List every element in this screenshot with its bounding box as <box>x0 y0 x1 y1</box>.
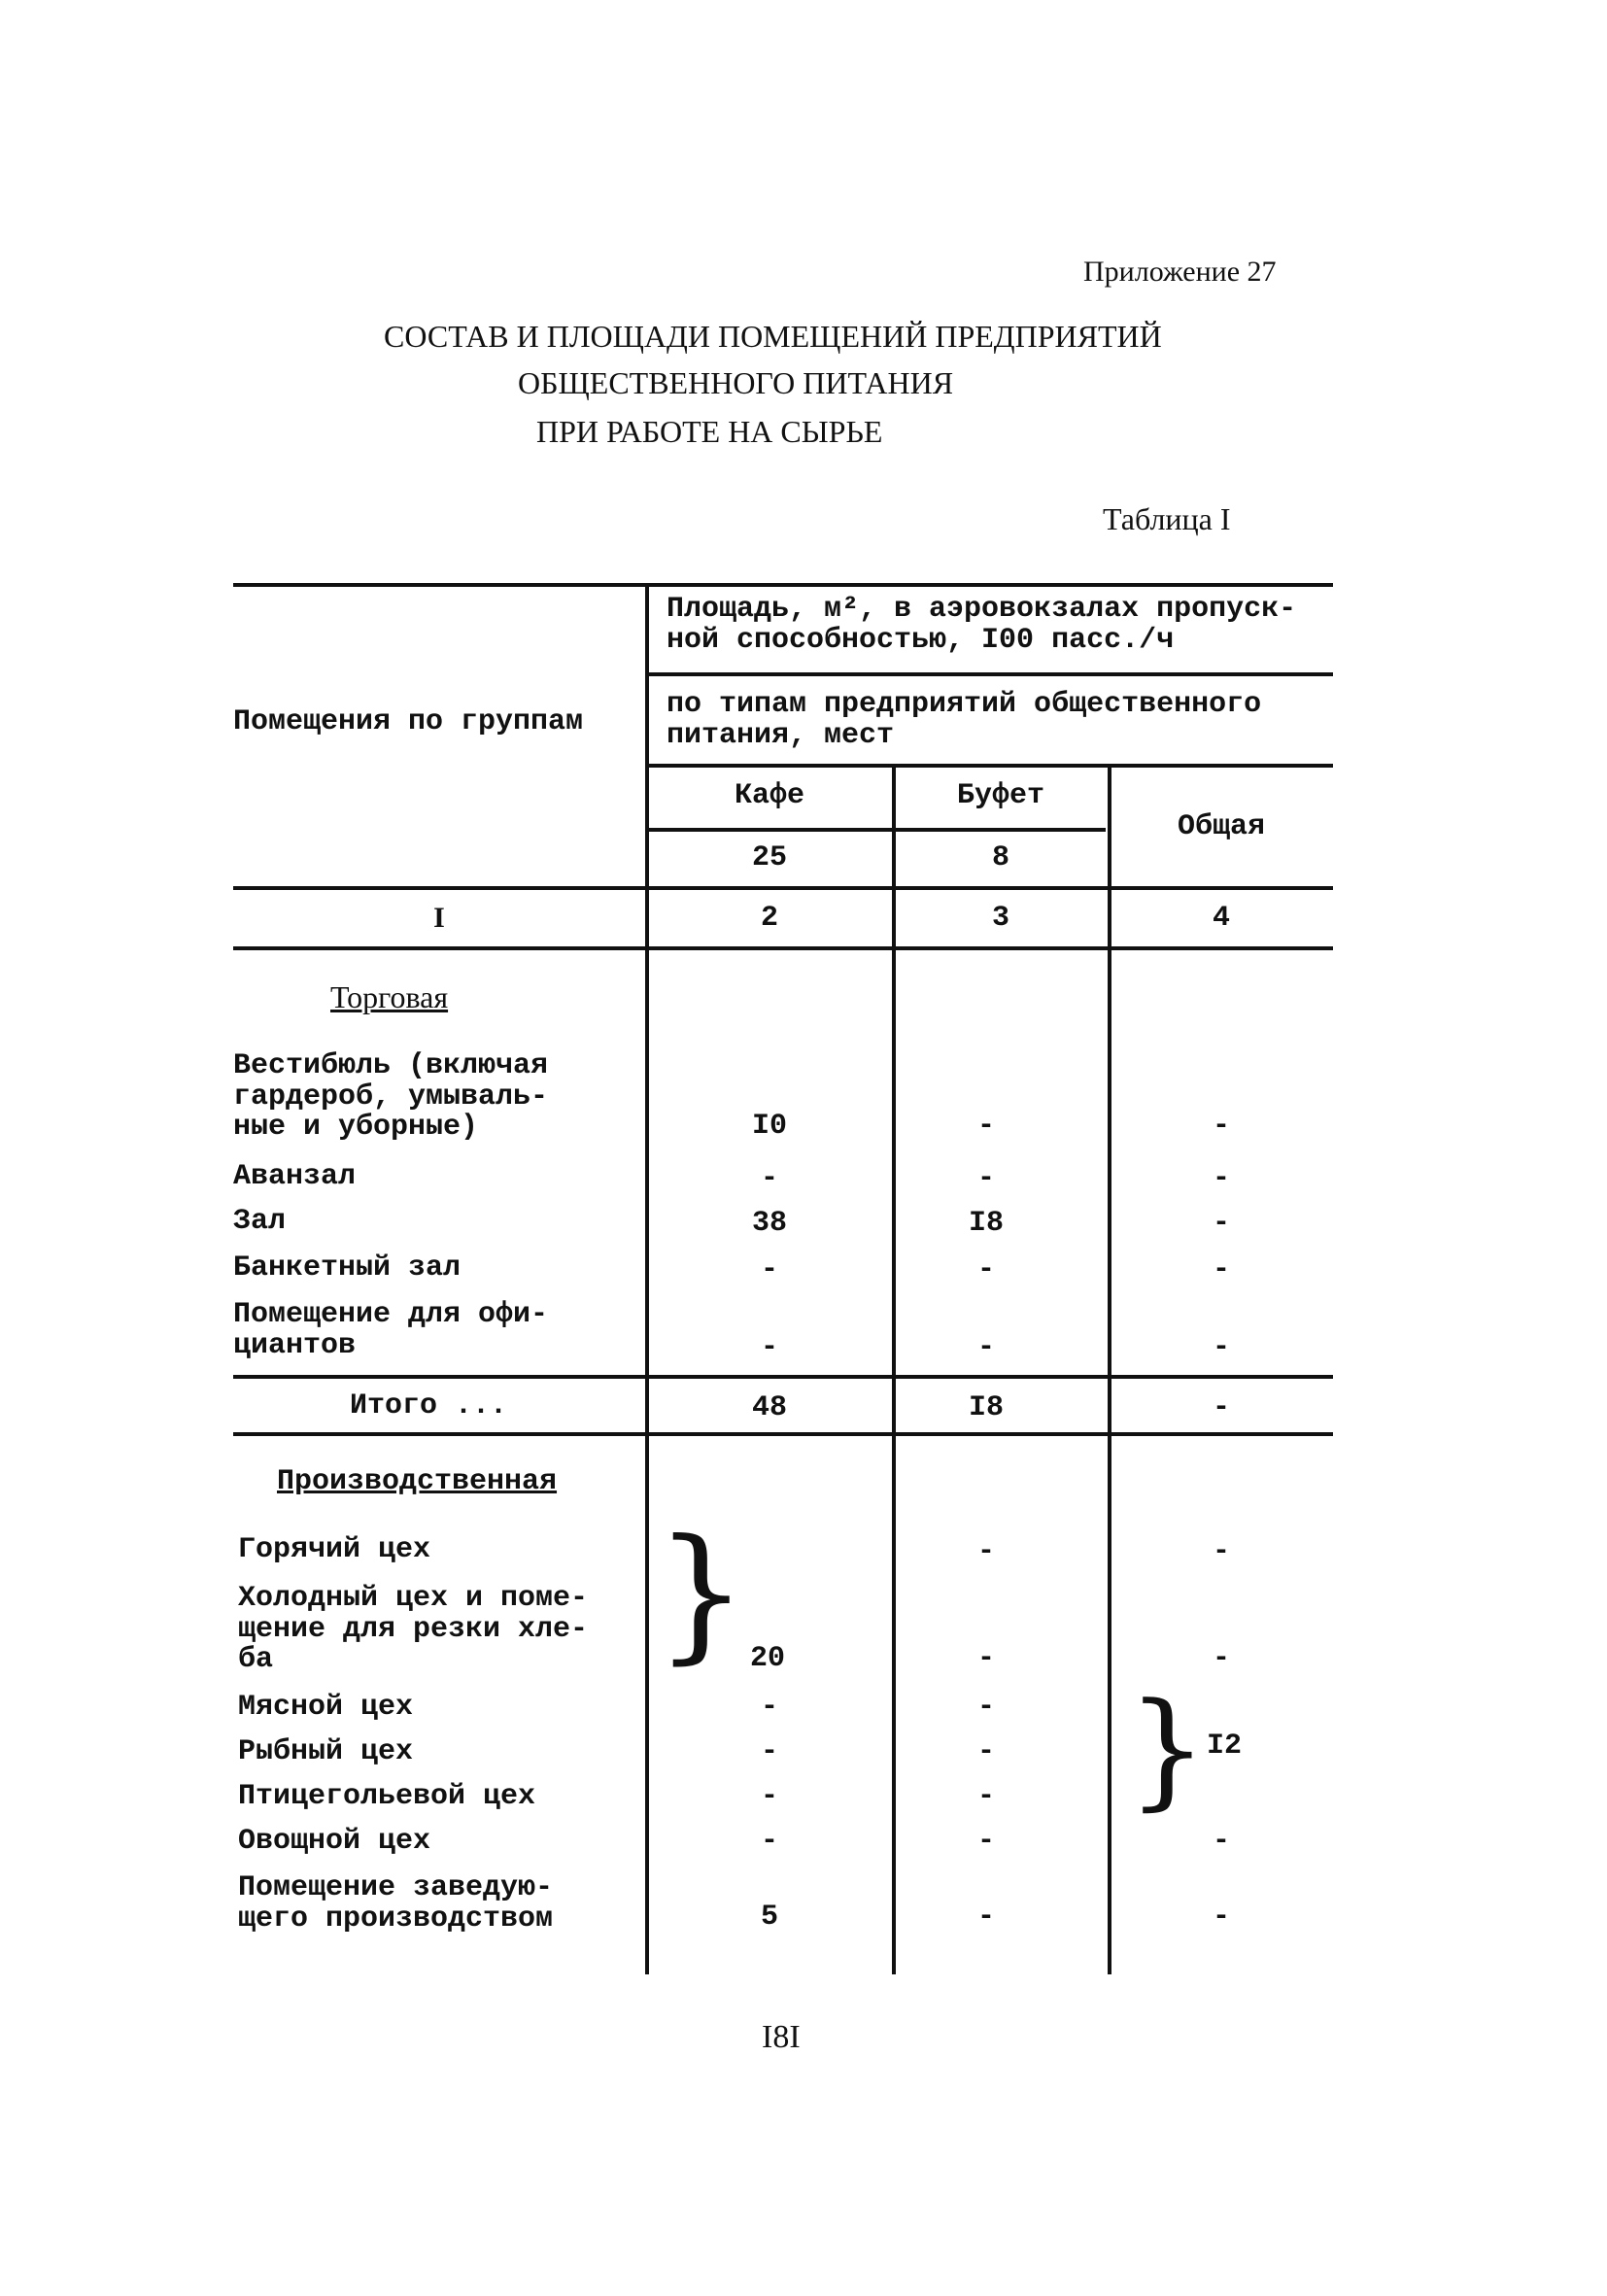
row-waiters-buffet: - <box>976 1331 995 1364</box>
section-trade-title: Торговая <box>330 979 449 1014</box>
row-hall-common: - <box>1212 1207 1230 1240</box>
row-fish-name: Рыбный цех <box>238 1735 414 1768</box>
total-top-rule <box>233 1375 1333 1379</box>
header-common: Общая <box>1177 810 1265 843</box>
page-number: I8I <box>762 2019 801 2055</box>
row-vestibule-cafe: I0 <box>751 1110 787 1143</box>
row-fish-common: I2 <box>1206 1730 1242 1763</box>
row-hot-common: - <box>1212 1535 1230 1568</box>
row-cold-cafe: 20 <box>749 1642 785 1675</box>
header-area: Площадь, м², в аэровокзалах пропуск- ной способностью, I00 пасс./ч <box>667 593 1297 657</box>
header-cafe-seats: 25 <box>751 841 787 874</box>
title-line-1: СОСТАВ И ПЛОЩАДИ ПОМЕЩЕНИЙ ПРЕДПРИЯТИЙ <box>384 319 1162 354</box>
row-waiters-common: - <box>1212 1331 1230 1364</box>
row-poultry-name: Птицегольевой цех <box>238 1780 536 1813</box>
row-fish-cafe: - <box>760 1735 778 1768</box>
header-cafe: Кафе <box>734 779 804 812</box>
row-anteroom-buffet: - <box>976 1162 995 1195</box>
colnum-2: 2 <box>760 902 778 935</box>
total-cafe: 48 <box>751 1391 787 1424</box>
row-manager-name: Помещение заведую- щего производством <box>238 1871 554 1936</box>
row-hall-buffet: I8 <box>968 1207 1004 1240</box>
row-hot-name: Горячий цех <box>238 1533 431 1566</box>
header-rooms: Помещения по группам <box>233 705 584 738</box>
total-common: - <box>1212 1391 1230 1424</box>
row-banquet-common: - <box>1212 1253 1230 1286</box>
title-line-3: ПРИ РАБОТЕ НА СЫРЬЕ <box>536 414 883 449</box>
total-buffet: I8 <box>968 1391 1004 1424</box>
header-rule-1 <box>647 672 1333 676</box>
row-vestibule-name: Вестибюль (включая гардероб, умываль- ные и уборные) <box>233 1049 549 1144</box>
row-hot-buffet: - <box>976 1535 995 1568</box>
row-vestibule-common: - <box>1212 1110 1230 1143</box>
colnum-3: 3 <box>991 902 1009 935</box>
row-meat-name: Мясной цех <box>238 1691 414 1724</box>
row-waiters-cafe: - <box>760 1331 778 1364</box>
row-banquet-buffet: - <box>976 1253 995 1286</box>
row-vegetable-buffet: - <box>976 1825 995 1858</box>
row-banquet-cafe: - <box>760 1253 778 1286</box>
row-meat-cafe: - <box>760 1691 778 1724</box>
row-vestibule-buffet: - <box>976 1110 995 1143</box>
header-buffet: Буфет <box>956 779 1044 812</box>
row-meat-buffet: - <box>976 1691 995 1724</box>
row-waiters-name: Помещение для офи- циантов <box>233 1298 549 1362</box>
total-bottom-rule <box>233 1432 1333 1436</box>
colnum-rule <box>233 946 1333 950</box>
brace-common: } <box>1127 1675 1208 1823</box>
header-types: по типам предприятий общественного питания, мест <box>667 688 1262 752</box>
row-vegetable-name: Овощной цех <box>238 1825 431 1858</box>
row-manager-buffet: - <box>976 1901 995 1934</box>
row-poultry-cafe: - <box>760 1780 778 1813</box>
row-vegetable-common: - <box>1212 1825 1230 1858</box>
total-label: Итого ... <box>350 1389 508 1422</box>
row-poultry-buffet: - <box>976 1780 995 1813</box>
col-divider-3 <box>1108 764 1111 1974</box>
row-manager-common: - <box>1212 1901 1230 1934</box>
row-anteroom-common: - <box>1212 1162 1230 1195</box>
colnum-1: I <box>433 902 445 934</box>
row-banquet-name: Банкетный зал <box>233 1251 462 1285</box>
header-rule-2 <box>647 764 1333 768</box>
row-anteroom-cafe: - <box>760 1162 778 1195</box>
title-line-2: ОБЩЕСТВЕННОГО ПИТАНИЯ <box>518 365 954 400</box>
appendix-label: Приложение 27 <box>1083 256 1277 288</box>
header-buffet-seats: 8 <box>991 841 1009 874</box>
row-vegetable-cafe: - <box>760 1825 778 1858</box>
row-cold-common: - <box>1212 1642 1230 1675</box>
row-manager-cafe: 5 <box>760 1901 778 1934</box>
row-fish-buffet: - <box>976 1735 995 1768</box>
brace-cafe: } <box>655 1509 748 1678</box>
row-hall-name: Зал <box>233 1205 287 1238</box>
row-cold-buffet: - <box>976 1642 995 1675</box>
row-cold-name: Холодный цех и поме- щение для резки хле- ба <box>238 1582 589 1676</box>
row-anteroom-name: Аванзал <box>233 1160 357 1193</box>
section-production-title: Производственная <box>277 1465 558 1498</box>
header-rule-3 <box>647 828 1106 832</box>
header-bottom-rule <box>233 886 1333 890</box>
table-number: Таблица I <box>1103 501 1231 536</box>
colnum-4: 4 <box>1212 902 1230 935</box>
row-hall-cafe: 38 <box>751 1207 787 1240</box>
table-top-rule <box>233 583 1333 587</box>
